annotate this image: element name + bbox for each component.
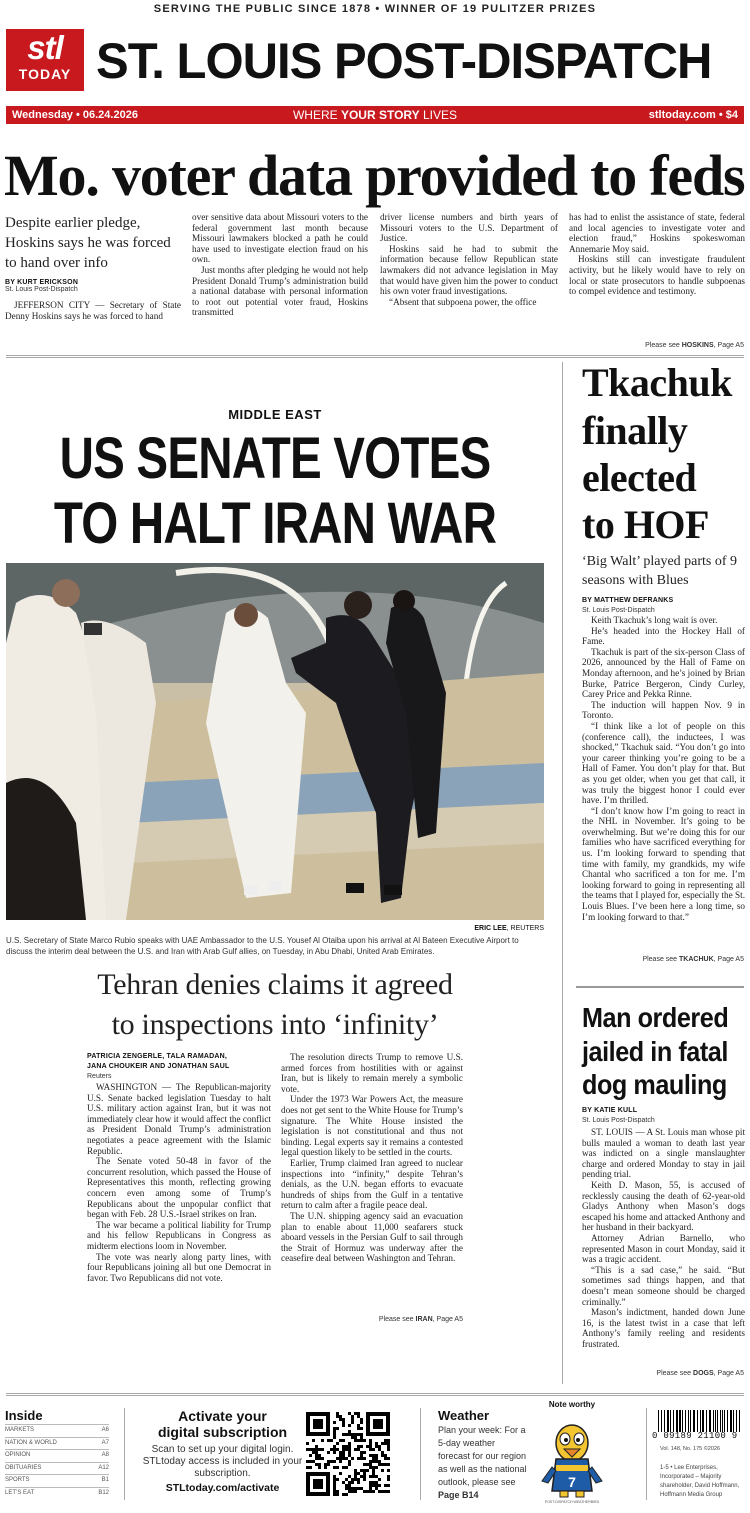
activate-url-link[interactable]: STLtoday.com/activate bbox=[165, 1482, 280, 1494]
main-story-headline-line-2[interactable]: TO HALT IRAN WAR bbox=[53, 491, 497, 556]
paragraph: Keith Tkachuk’s long wait is over. bbox=[591, 615, 718, 625]
stltoday-logo[interactable] bbox=[6, 29, 84, 91]
paragraph: “I think like a lot of people on this (conference call), the inductees, I was shocked,” Tkachuk said. “You don’t go into your career thinking you’re going to be a Hall of Famer. You don’t play for that. But as you get older, when you get that call, it was truly the biggest honor I could ever have. I’m thrilled. bbox=[582, 720, 745, 806]
column-divider bbox=[562, 362, 563, 1384]
tehran-story-headline-line-1[interactable]: Tehran denies claims it agreed bbox=[97, 968, 453, 1001]
byline-org: Reuters bbox=[87, 1073, 112, 1080]
paragraph: He’s headed into the Hockey Hall of Fame. bbox=[582, 625, 745, 647]
top-story-column-1 bbox=[5, 300, 181, 321]
tagline: SERVING THE PUBLIC SINCE 1878 • WINNER OF 19 PULITZER PRIZES bbox=[153, 3, 597, 15]
tkachuk-headline-line-2[interactable]: finally bbox=[582, 408, 688, 453]
right-column-divider bbox=[576, 986, 744, 988]
top-story-headline[interactable]: Mo. voter data provided to feds bbox=[4, 143, 745, 208]
weather-title: Weather bbox=[438, 1408, 490, 1423]
tehran-story-column-1 bbox=[87, 1082, 271, 1283]
byline-org: St. Louis Post-Dispatch bbox=[582, 1117, 655, 1124]
tkachuk-byline bbox=[582, 596, 747, 616]
svg-text:7: 7 bbox=[568, 1474, 576, 1490]
noteworthy-title: Note worthy bbox=[548, 1400, 596, 1409]
paragraph: Hoskins still can investigate fraudulent activity, but he likely would have to rely on local or state prosecutors to handle subpoenas to compel evidence and testimony. bbox=[569, 254, 745, 297]
paragraph: over sensitive data about Missouri voters to the federal government last month because Missouri lawmakers blocked a path he could have used to investigate election fraud on his own. bbox=[192, 212, 368, 265]
main-story-headline-line-1[interactable]: US SENATE VOTES bbox=[59, 426, 491, 491]
top-story-jump-link[interactable]: Please see HOSKINS, Page A5 bbox=[645, 342, 744, 349]
inside-index bbox=[5, 1408, 109, 1500]
byline-author: BY MATTHEW DEFRANKS bbox=[582, 597, 674, 604]
qr-code-icon[interactable] bbox=[304, 1410, 392, 1498]
noteworthy-box bbox=[534, 1400, 610, 1506]
barcode-number: 0 09189 21100 9 bbox=[652, 1431, 738, 1441]
top-story-column-4 bbox=[569, 212, 745, 297]
volume-info: Vol. 148, No. 175 ©2026 bbox=[660, 1446, 721, 1452]
issue-date: Wednesday • 06.24.2026 bbox=[12, 109, 138, 121]
weatherbird-mascot-icon bbox=[534, 1409, 610, 1501]
logo-today: TODAY bbox=[18, 66, 72, 82]
activate-subscription bbox=[140, 1408, 305, 1495]
dog-story-byline bbox=[582, 1106, 747, 1126]
byline-author: JANA CHOUKEIR AND JONATHAN SAUL bbox=[87, 1063, 230, 1070]
site-and-price: stltoday.com • $4 bbox=[648, 109, 738, 121]
barcode-graphic bbox=[656, 1410, 744, 1432]
dog-story-jump-link[interactable]: Please see DOGS, Page A5 bbox=[656, 1370, 744, 1377]
inside-item[interactable]: LET’S EAT B12 bbox=[5, 1487, 109, 1500]
ownership-info: 1-5 • Lee Enterprises, Incorporated – Majority shareholder, David Hoffmann, Hoffmann Media Group bbox=[660, 1465, 740, 1498]
paragraph: Tkachuk is part of the six-person Class of 2026, announced by the Hall of Fame on Monday afternoon, and he’s joined by Brian Burke, Patrice Bergeron, Cindy Curley, Carey Price and Pekka Rinne. bbox=[582, 646, 745, 700]
footer-divider-vertical bbox=[124, 1408, 125, 1500]
tkachuk-jump-link[interactable]: Please see TKACHUK, Page A5 bbox=[642, 956, 744, 963]
main-story-photo[interactable] bbox=[6, 563, 544, 920]
inside-title: Inside bbox=[5, 1408, 43, 1423]
paragraph: WASHINGTON — The Republican-majority U.S. Senate backed legislation Tuesday to halt U.S. military action against Iran, but it was not immediately clear how it would affect the conflict as President Donald Trump’s administration negotiates a peace agreement with the Islamic Republic. bbox=[87, 1082, 271, 1156]
paragraph: The Senate voted 50-48 in favor of the concurrent resolution, which passed the House of Representatives this month, reflecting growing concern even among some of Trump’s Republicans about the unpopular conflict that began with Feb. 28 U.S.-Israel strikes on Iran. bbox=[87, 1156, 271, 1220]
byline-author: BY KATIE KULL bbox=[582, 1107, 638, 1114]
top-story-column-2 bbox=[192, 212, 368, 318]
paragraph: has had to enlist the assistance of state, federal and local agencies to investigate voter and election fraud,” Hoskins spokeswoman Annemarie Moy said. bbox=[569, 212, 745, 254]
paragraph: “Absent that subpoena power, the office bbox=[389, 296, 537, 307]
weather-box bbox=[438, 1408, 528, 1502]
byline-org: St. Louis Post-Dispatch bbox=[5, 286, 78, 293]
byline-org: St. Louis Post-Dispatch bbox=[582, 607, 655, 614]
photo-credit: ERIC LEE, REUTERS bbox=[474, 925, 544, 932]
activate-body: Scan to set up your digital login. STLtoday access is included in your subscription. bbox=[142, 1444, 303, 1479]
photo-illustration bbox=[6, 563, 544, 920]
inside-item[interactable]: OPINION A8 bbox=[5, 1449, 109, 1462]
qr-code-graphic bbox=[304, 1410, 392, 1498]
tehran-story-jump-link[interactable]: Please see IRAN, Page A5 bbox=[378, 1316, 463, 1323]
inside-item[interactable]: NATION & WORLD A7 bbox=[5, 1437, 109, 1450]
paragraph: Just months after pledging he would not help President Donald Trump’s administration build a national database with personal information to root out potential voter fraud, Hoskins transmitted bbox=[192, 264, 368, 318]
tkachuk-headline-line-3[interactable]: elected bbox=[582, 455, 697, 500]
paragraph: Hoskins said he had to submit the information because fellow Republican state lawmakers did not advance legislation in May that would have given him the power to conduct his own voter fraud investigations. bbox=[380, 243, 558, 297]
masthead bbox=[6, 26, 744, 96]
activate-title-line-1: Activate your bbox=[178, 1408, 267, 1424]
paragraph: driver license numbers and birth years of Missouri voters to the U.S. Department of Justice. bbox=[380, 212, 558, 244]
paragraph: The war became a political liability for Trump and his fellow Republicans in Congress as midterm elections loom in November. bbox=[87, 1219, 271, 1251]
activate-title bbox=[140, 1408, 305, 1440]
logo-stl: stl bbox=[27, 29, 63, 66]
top-story-byline bbox=[5, 279, 180, 293]
inside-item[interactable]: OBITUARIES A12 bbox=[5, 1462, 109, 1475]
date-bar bbox=[6, 106, 744, 124]
paragraph: Earlier, Trump claimed Iran agreed to nuclear inspections into “infinity,” despite Tehran’s denials, as the U.N. began efforts to evacuate hundreds of ships from the Gulf in a tentative return to calm after a fragile peace deal. bbox=[281, 1157, 463, 1211]
paragraph: Under the 1973 War Powers Act, the measure does not get sent to the White House for Trump’s signature. The White House insisted the legislation is not constitutional and thus not binding. Legal experts say it remains a contested legal question likely to be settled in the courts. bbox=[281, 1094, 463, 1158]
weather-body: Plan your week: For a 5-day weather forecast for our region as well as the national outlook, please see Page B14 bbox=[438, 1425, 527, 1500]
inside-item[interactable]: SPORTS B1 bbox=[5, 1474, 109, 1487]
paragraph: Keith D. Mason, 55, is accused of recklessly causing the death of 62-year-old Gladys Anthony when Mason’s dogs escaped his home and attacked Anthony and her husband in their backyard. bbox=[582, 1179, 745, 1233]
footer-divider bbox=[6, 1393, 744, 1396]
paragraph: The induction will happen Nov. 9 in Toronto. bbox=[582, 699, 745, 721]
footer-divider-vertical bbox=[420, 1408, 421, 1500]
dog-story-headline-line-2[interactable]: jailed in fatal bbox=[582, 1036, 728, 1067]
dog-story-body bbox=[582, 1127, 745, 1349]
footer-divider-vertical bbox=[646, 1408, 647, 1500]
newspaper-name: ST. LOUIS POST-DISPATCH bbox=[96, 33, 712, 89]
inside-item[interactable]: MARKETS A6 bbox=[5, 1424, 109, 1437]
tkachuk-headline-line-4[interactable]: to HOF bbox=[582, 502, 709, 547]
section-divider bbox=[6, 355, 744, 358]
weather-page-link[interactable]: Page B14 bbox=[438, 1490, 479, 1500]
byline-author: PATRICIA ZENGERLE, TALA RAMADAN, bbox=[87, 1053, 228, 1060]
paragraph: JEFFERSON CITY — Secretary of State Denny Hoskins says he was forced to hand bbox=[5, 300, 181, 321]
top-story-deck: Despite earlier pledge, Hoskins says he was forced to hand over info bbox=[5, 215, 171, 271]
main-story-kicker: MIDDLE EAST bbox=[228, 407, 322, 422]
tehran-story-column-2 bbox=[281, 1052, 463, 1264]
paragraph: The vote was nearly along party lines, with four Republicans joining all but one Democrat in favor. Two Republicans did not vote. bbox=[87, 1251, 271, 1283]
tkachuk-headline-line-1[interactable]: Tkachuk bbox=[582, 360, 732, 405]
dog-story-headline-line-3[interactable]: dog mauling bbox=[582, 1069, 727, 1100]
top-story-column-3 bbox=[380, 212, 558, 307]
tkachuk-deck: ‘Big Walt’ played parts of 9 seasons with Blues bbox=[582, 554, 738, 588]
byline-author: BY KURT ERICKSON bbox=[5, 279, 79, 286]
paragraph: Mason’s indictment, handed down June 16, is the latest twist in a case that left Anthony’s family reeling and residents frustrated. bbox=[582, 1307, 745, 1349]
noteworthy-credit: POST-DISPATCH WEATHERBIRD bbox=[544, 1500, 600, 1504]
tehran-story-headline-line-2[interactable]: to inspections into ‘infinity’ bbox=[111, 1008, 439, 1041]
paragraph: ST. LOUIS — A St. Louis man whose pit bulls mauled a woman to death last year was indicted on a single manslaughter charge and ordered Monday to stay in jail pending trial. bbox=[582, 1127, 745, 1180]
slogan: WHERE YOUR STORY LIVES bbox=[292, 108, 458, 122]
tehran-story-byline bbox=[87, 1052, 277, 1082]
paragraph: The U.N. shipping agency said an evacuation plan to enable about 11,000 seafarers stuck aboard vessels in the Persian Gulf to sail through the Strait of Hormuz was underway after the ceasefire deal between Washington and Tehran. bbox=[281, 1210, 463, 1264]
paragraph: “I don’t know how I’m going to react in the NHL in November. It’s going to be overwhelming. But we’re doing this for our families who have sacrificed everything for us. I’m looking forward to spending that time with family, my grandkids, my wife Chantal who sacrificed a ton for me. I’m looking forward to going in representing all the teams that I played for, especially the St. Louis Blues. I’ve been here a long time, so I’m looking forward to that.” bbox=[582, 805, 745, 922]
paragraph: The resolution directs Trump to remove U.S. armed forces from hostilities with or against Iran, but is likely to remain merely a symbolic vote. bbox=[281, 1052, 463, 1094]
activate-title-line-2: digital subscription bbox=[157, 1424, 288, 1440]
photo-caption: U.S. Secretary of State Marco Rubio speaks with UAE Ambassador to the U.S. Yousef Al Otaiba upon his arrival at Al Bateen Executive Airport to discuss the interim deal between the U.S. and Iran with Arab Gulf allies, on Tuesday, in Abu Dhabi, United Arab Emirates. bbox=[6, 936, 519, 956]
tkachuk-body bbox=[582, 615, 745, 922]
paragraph: Attorney Adrian Barnello, who represented Mason in court Monday, said it was a tragic accident. bbox=[582, 1232, 745, 1265]
paragraph: “This is a sad case,” he said. “But sometimes sad things happen, and that doesn’t mean someone should be charged criminally.” bbox=[582, 1264, 745, 1307]
dog-story-headline-line-1[interactable]: Man ordered bbox=[582, 1002, 729, 1033]
